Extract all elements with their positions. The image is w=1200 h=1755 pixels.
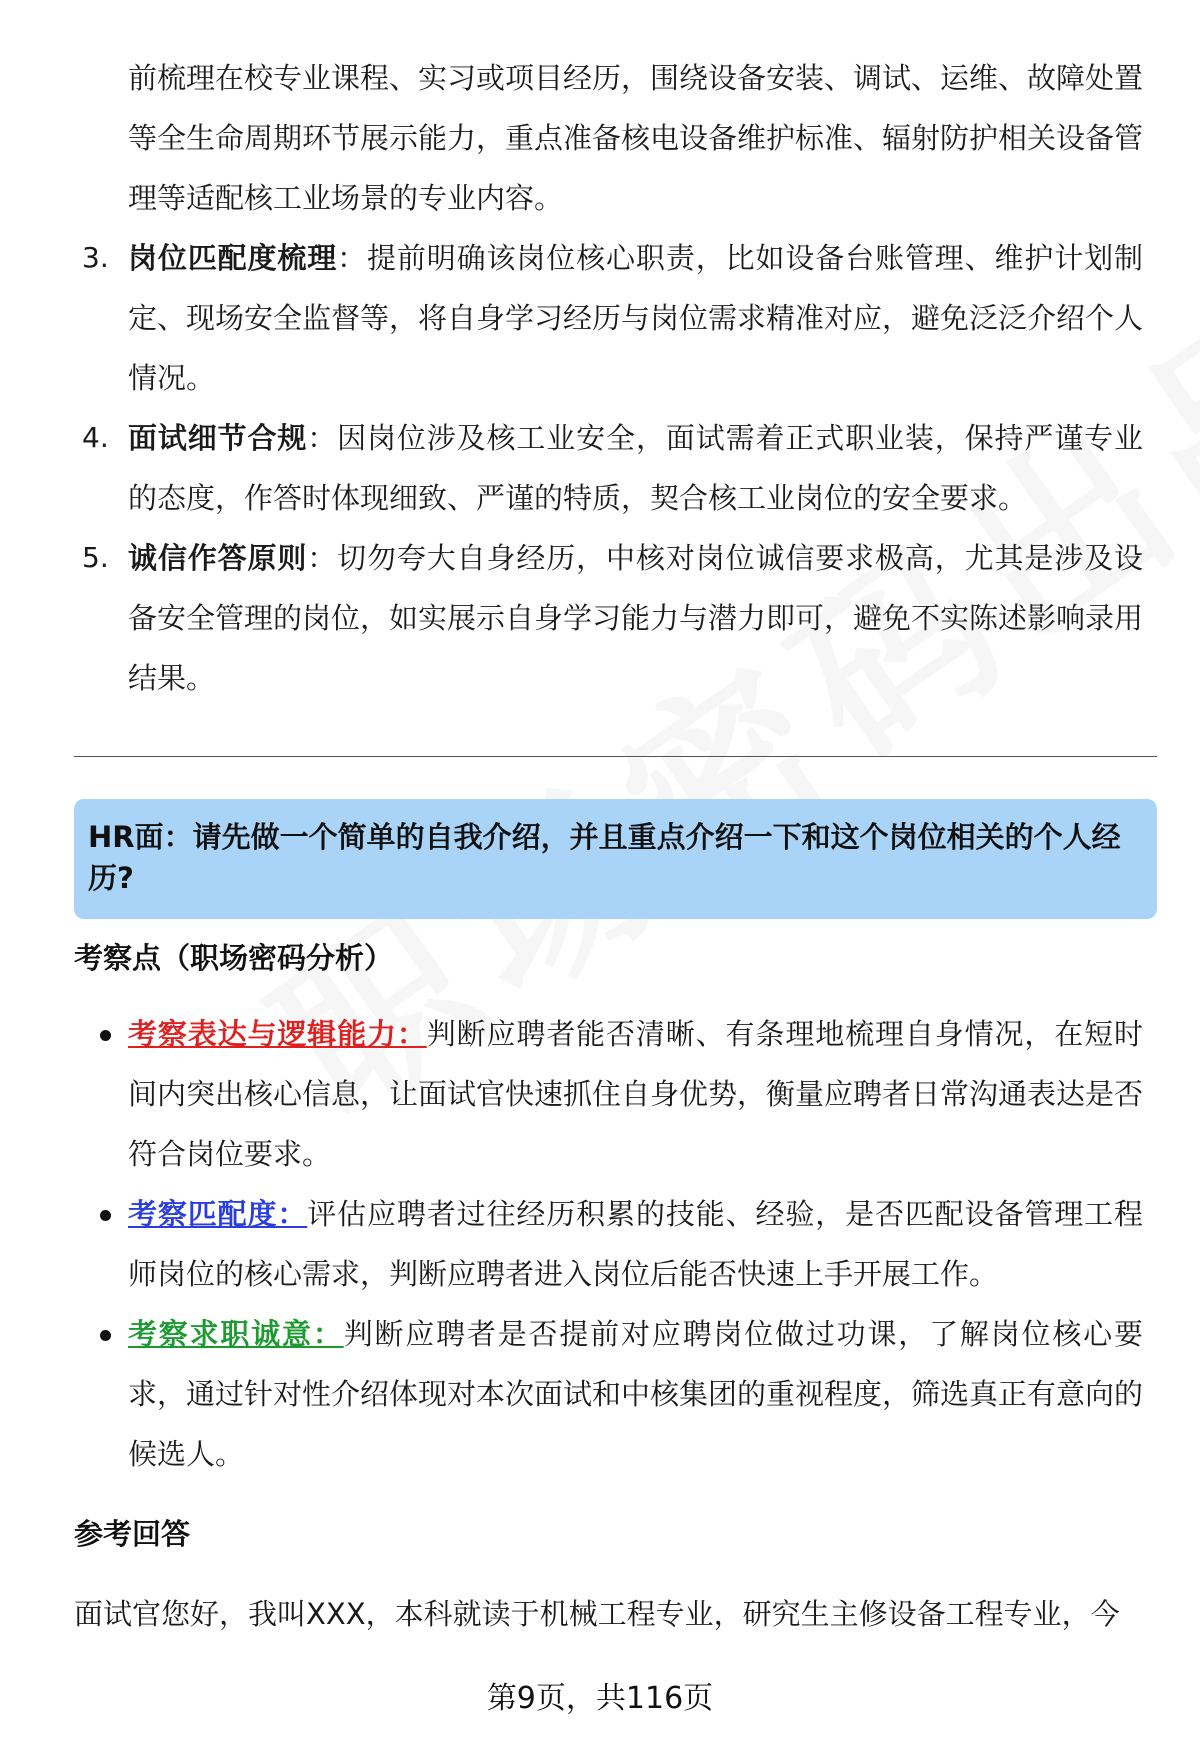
point-text: 评估应聘者过往经历积累的技能、经验，是否匹配设备管理工程师岗位的核心需求，判断应聘者进入岗位后能否快速上手开展工作。 (128, 1197, 1143, 1291)
point-text: 判断应聘者是否提前对应聘岗位做过功课，了解岗位核心要求，通过针对性介绍体现对本次面试和中核集团的重视程度，筛选真正有意向的候选人。 (128, 1317, 1144, 1471)
bullet-icon (100, 1210, 111, 1221)
continuation-text: 前梳理在校专业课程、实习或项目经历，围绕设备安装、调试、运维、故障处置等全生命周期环节展示能力，重点准备核电设备维护标准、辐射防护相关设备管理等适配核工业场景的专业内容。 (128, 61, 1144, 215)
list-item-text: ：提前明确该岗位核心职责，比如设备台账管理、维护计划制定、现场安全监督等，将自身学习经历与岗位需求精准对应，避免泛泛介绍个人情况。 (128, 241, 1144, 395)
list-number: 3. (82, 241, 109, 274)
list-item-continuation (128, 48, 1143, 228)
point-item (128, 1184, 1143, 1304)
answer-text: 面试官您好，我叫XXX，本科就读于机械工程专业，研究生主修设备工程专业，今 (74, 1597, 1120, 1631)
list-item-4 (82, 408, 1143, 528)
point-label: 考察表达与逻辑能力： (128, 1017, 427, 1051)
point-text: 判断应聘者能否清晰、有条理地梳理自身情况，在短时间内突出核心信息，让面试官快速抓住自身优势，衡量应聘者日常沟通表达是否符合岗位要求。 (128, 1017, 1144, 1171)
question-box (74, 799, 1157, 919)
bullet-icon (100, 1030, 111, 1041)
list-item-text: ：切勿夸大自身经历，中核对岗位诚信要求极高，尤其是涉及设备安全管理的岗位，如实展示自身学习能力与潜力即可，避免不实陈述影响录用结果。 (128, 541, 1144, 695)
list-number: 5. (82, 541, 109, 574)
list-number: 4. (82, 421, 109, 454)
point-item (128, 1304, 1143, 1484)
section-divider (74, 756, 1157, 757)
point-label: 考察匹配度： (128, 1197, 308, 1231)
list-item-title: 岗位匹配度梳理 (128, 241, 338, 275)
section-title-answer: 参考回答 (74, 1517, 191, 1551)
points-list (0, 1004, 1200, 1484)
list-item-text: ：因岗位涉及核工业安全，面试需着正式职业装，保持严谨专业的态度，作答时体现细致、严谨的特质，契合核工业岗位的安全要求。 (128, 421, 1143, 515)
question-text: HR面：请先做一个简单的自我介绍，并且重点介绍一下和这个岗位相关的个人经历? (88, 820, 1121, 895)
point-label: 考察求职诚意： (128, 1317, 344, 1351)
section-title-points: 考察点（职场密码分析） (74, 941, 394, 975)
list-item-title: 诚信作答原则 (128, 541, 308, 575)
page-footer: 第9页，共116页 (486, 1681, 714, 1716)
list-item-3 (82, 228, 1144, 408)
list-item-5 (82, 528, 1144, 708)
tips-list (0, 48, 1200, 708)
list-item-title: 面试细节合规 (128, 421, 308, 455)
point-item (128, 1004, 1143, 1184)
bullet-icon (100, 1330, 111, 1341)
